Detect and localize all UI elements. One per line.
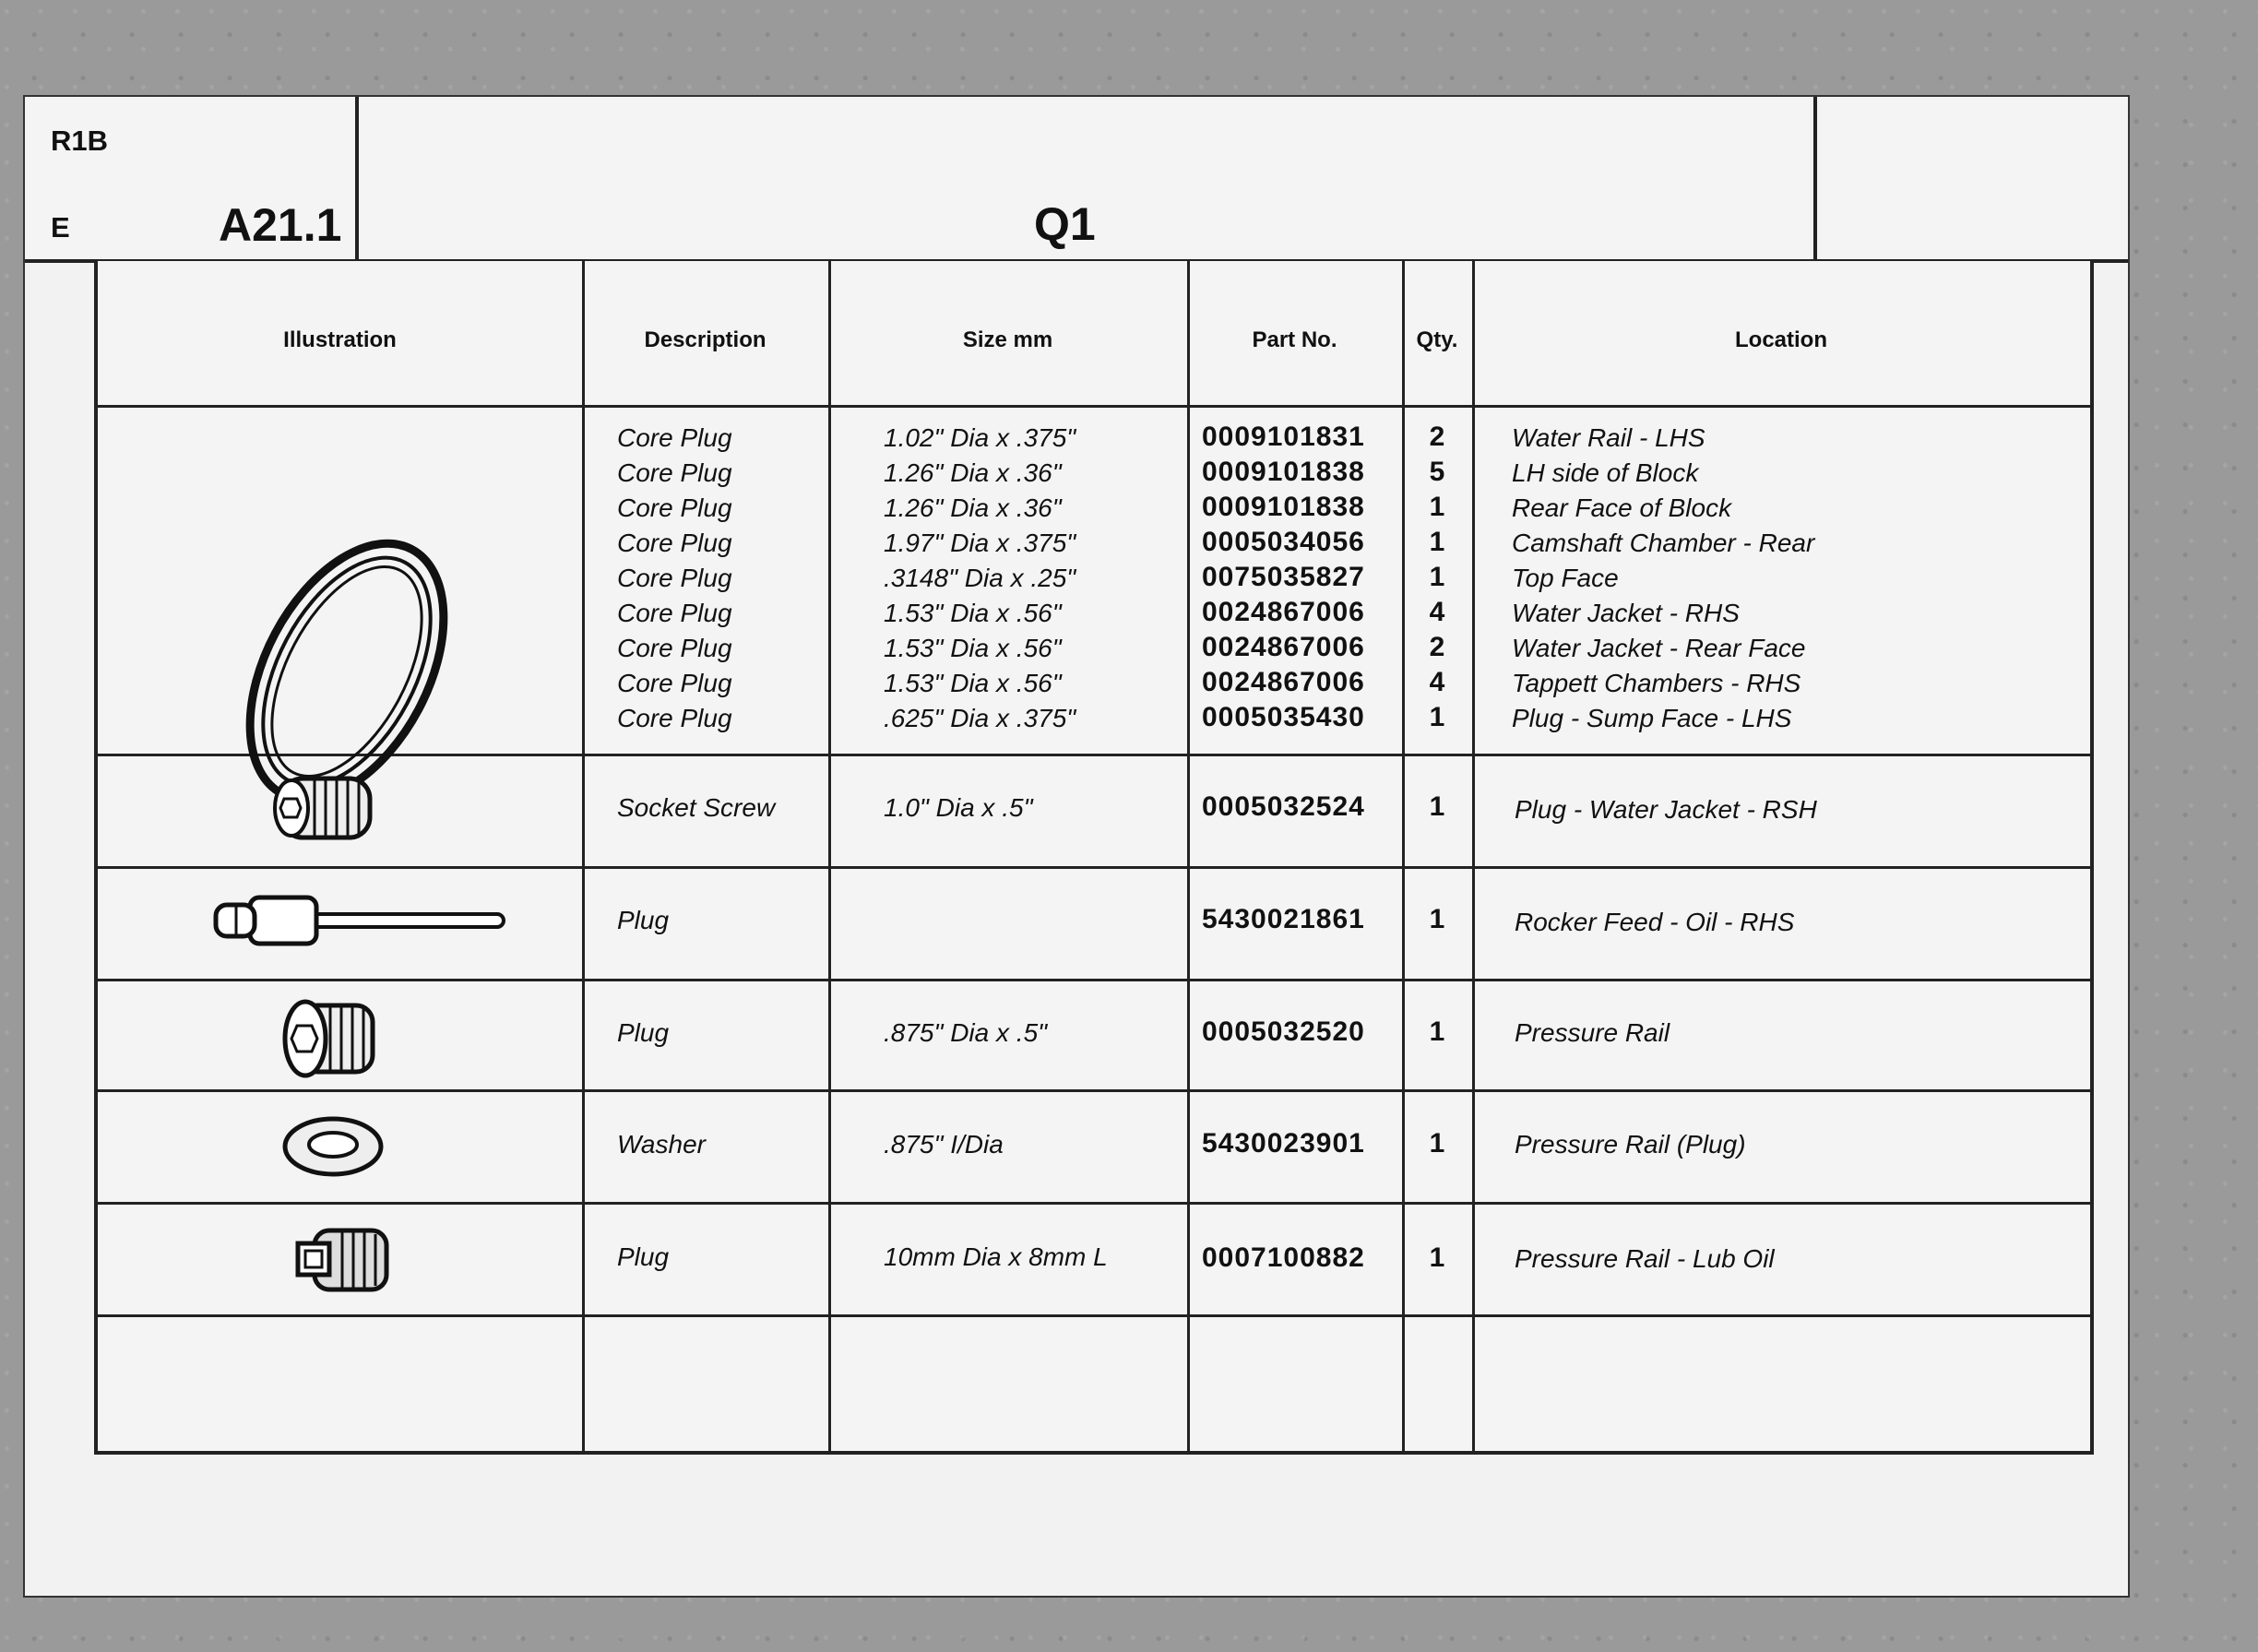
qty-cell: 1 bbox=[1429, 492, 1445, 522]
part-no-cell: 0009101838 bbox=[1202, 457, 1365, 487]
col-header-part-no: Part No. bbox=[1252, 327, 1337, 352]
qty-cell: 4 bbox=[1429, 597, 1445, 627]
qty-cell: 1 bbox=[1429, 527, 1445, 557]
long-plug-icon bbox=[199, 888, 513, 953]
location-cell: Pressure Rail (Plug) bbox=[1515, 1130, 1746, 1159]
location-cell: Water Jacket - RHS bbox=[1512, 599, 1740, 627]
size-cell: 1.53" Dia x .56" bbox=[884, 669, 1062, 697]
size-cell: 1.97" Dia x .375" bbox=[884, 529, 1076, 557]
description-cell: Socket Screw bbox=[617, 793, 776, 822]
parts-sheet bbox=[23, 95, 2130, 1598]
location-cell: Plug - Water Jacket - RSH bbox=[1515, 795, 1817, 824]
code-top: R1B bbox=[51, 125, 109, 157]
col-header-description: Description bbox=[644, 327, 767, 352]
description-cell: Core Plug bbox=[617, 529, 732, 557]
description-cell: Core Plug bbox=[617, 423, 732, 452]
location-cell: Water Jacket - Rear Face bbox=[1512, 634, 1806, 662]
size-cell: 1.0" Dia x .5" bbox=[884, 793, 1033, 822]
parts-table bbox=[94, 261, 2094, 1455]
description-cell: Core Plug bbox=[617, 669, 732, 697]
qty-cell: 2 bbox=[1429, 422, 1445, 452]
location-cell: Tappett Chambers - RHS bbox=[1512, 669, 1801, 697]
location-cell: Pressure Rail - Lub Oil bbox=[1515, 1244, 1775, 1273]
part-no-cell: 5430021861 bbox=[1202, 904, 1365, 934]
qty-cell: 1 bbox=[1429, 1242, 1445, 1273]
description-cell: Core Plug bbox=[617, 634, 732, 662]
description-cell: Plug bbox=[617, 906, 670, 934]
header-title-box bbox=[359, 97, 1817, 259]
qty-cell: 1 bbox=[1429, 702, 1445, 732]
location-cell: Camshaft Chamber - Rear bbox=[1512, 529, 1815, 557]
col-divider bbox=[582, 261, 585, 1451]
sheet-header bbox=[25, 97, 2128, 263]
col-divider bbox=[1187, 261, 1190, 1451]
description-cell: Plug bbox=[617, 1018, 670, 1047]
row-divider bbox=[98, 1202, 2090, 1205]
col-divider bbox=[828, 261, 831, 1451]
part-no-cell: 0024867006 bbox=[1202, 632, 1365, 662]
row-divider bbox=[98, 979, 2090, 981]
row-divider bbox=[98, 405, 2090, 408]
part-no-cell: 0005034056 bbox=[1202, 527, 1365, 557]
qty-cell: 1 bbox=[1429, 1016, 1445, 1047]
qty-cell: 1 bbox=[1429, 904, 1445, 934]
hex-plug-icon bbox=[273, 994, 384, 1082]
qty-cell: 5 bbox=[1429, 457, 1445, 487]
row-divider bbox=[98, 866, 2090, 869]
col-header-illustration: Illustration bbox=[283, 327, 397, 352]
col-header-size: Size mm bbox=[962, 327, 1053, 352]
location-cell: Water Rail - LHS bbox=[1512, 423, 1705, 452]
description-cell: Core Plug bbox=[617, 458, 732, 487]
location-cell: Pressure Rail bbox=[1515, 1018, 1670, 1047]
section-code: A21.1 bbox=[219, 199, 342, 251]
part-no-cell: 0005032520 bbox=[1202, 1016, 1365, 1047]
row-divider bbox=[98, 1314, 2090, 1317]
size-cell: 1.26" Dia x .36" bbox=[884, 493, 1062, 522]
qty-cell: 2 bbox=[1429, 632, 1445, 662]
description-cell: Core Plug bbox=[617, 599, 732, 627]
part-no-cell: 0009101831 bbox=[1202, 422, 1365, 452]
size-cell: .875" Dia x .5" bbox=[884, 1018, 1048, 1047]
description-cell: Core Plug bbox=[617, 564, 732, 592]
col-divider bbox=[1472, 261, 1475, 1451]
header-blank-box bbox=[1817, 97, 2128, 259]
socket-screw-icon bbox=[264, 771, 384, 845]
col-header-location: Location bbox=[1735, 327, 1827, 352]
location-cell: Rocker Feed - Oil - RHS bbox=[1515, 908, 1795, 936]
part-no-cell: 5430023901 bbox=[1202, 1128, 1365, 1159]
description-cell: Core Plug bbox=[617, 493, 732, 522]
description-cell: Washer bbox=[617, 1130, 706, 1159]
code-side: E bbox=[51, 211, 70, 244]
location-cell: Rear Face of Block bbox=[1512, 493, 1732, 522]
part-no-cell: 0009101838 bbox=[1202, 492, 1365, 522]
location-cell: Top Face bbox=[1512, 564, 1619, 592]
qty-cell: 4 bbox=[1429, 667, 1445, 697]
part-no-cell: 0005032524 bbox=[1202, 791, 1365, 822]
size-cell: 10mm Dia x 8mm L bbox=[884, 1242, 1108, 1271]
part-no-cell: 0007100882 bbox=[1202, 1242, 1365, 1273]
qty-cell: 1 bbox=[1429, 791, 1445, 822]
qty-cell: 1 bbox=[1429, 1128, 1445, 1159]
header-code-box bbox=[25, 97, 359, 259]
size-cell: 1.53" Dia x .56" bbox=[884, 634, 1062, 662]
description-cell: Core Plug bbox=[617, 704, 732, 732]
part-no-cell: 0024867006 bbox=[1202, 667, 1365, 697]
size-cell: 1.53" Dia x .56" bbox=[884, 599, 1062, 627]
size-cell: 1.02" Dia x .375" bbox=[884, 423, 1076, 452]
col-header-qty: Qty. bbox=[1416, 327, 1458, 352]
size-cell: .625" Dia x .375" bbox=[884, 704, 1076, 732]
washer-icon bbox=[278, 1111, 388, 1181]
part-no-cell: 0005035430 bbox=[1202, 702, 1365, 732]
size-cell: 1.26" Dia x .36" bbox=[884, 458, 1062, 487]
part-no-cell: 0075035827 bbox=[1202, 562, 1365, 592]
size-cell: .3148" Dia x .25" bbox=[884, 564, 1076, 592]
square-plug-icon bbox=[287, 1223, 398, 1297]
location-cell: Plug - Sump Face - LHS bbox=[1512, 704, 1792, 732]
location-cell: LH side of Block bbox=[1512, 458, 1699, 487]
qty-cell: 1 bbox=[1429, 562, 1445, 592]
size-cell: .875" I/Dia bbox=[884, 1130, 1004, 1159]
group-code: Q1 bbox=[1034, 198, 1096, 250]
description-cell: Plug bbox=[617, 1242, 670, 1271]
part-no-cell: 0024867006 bbox=[1202, 597, 1365, 627]
row-divider bbox=[98, 1089, 2090, 1092]
